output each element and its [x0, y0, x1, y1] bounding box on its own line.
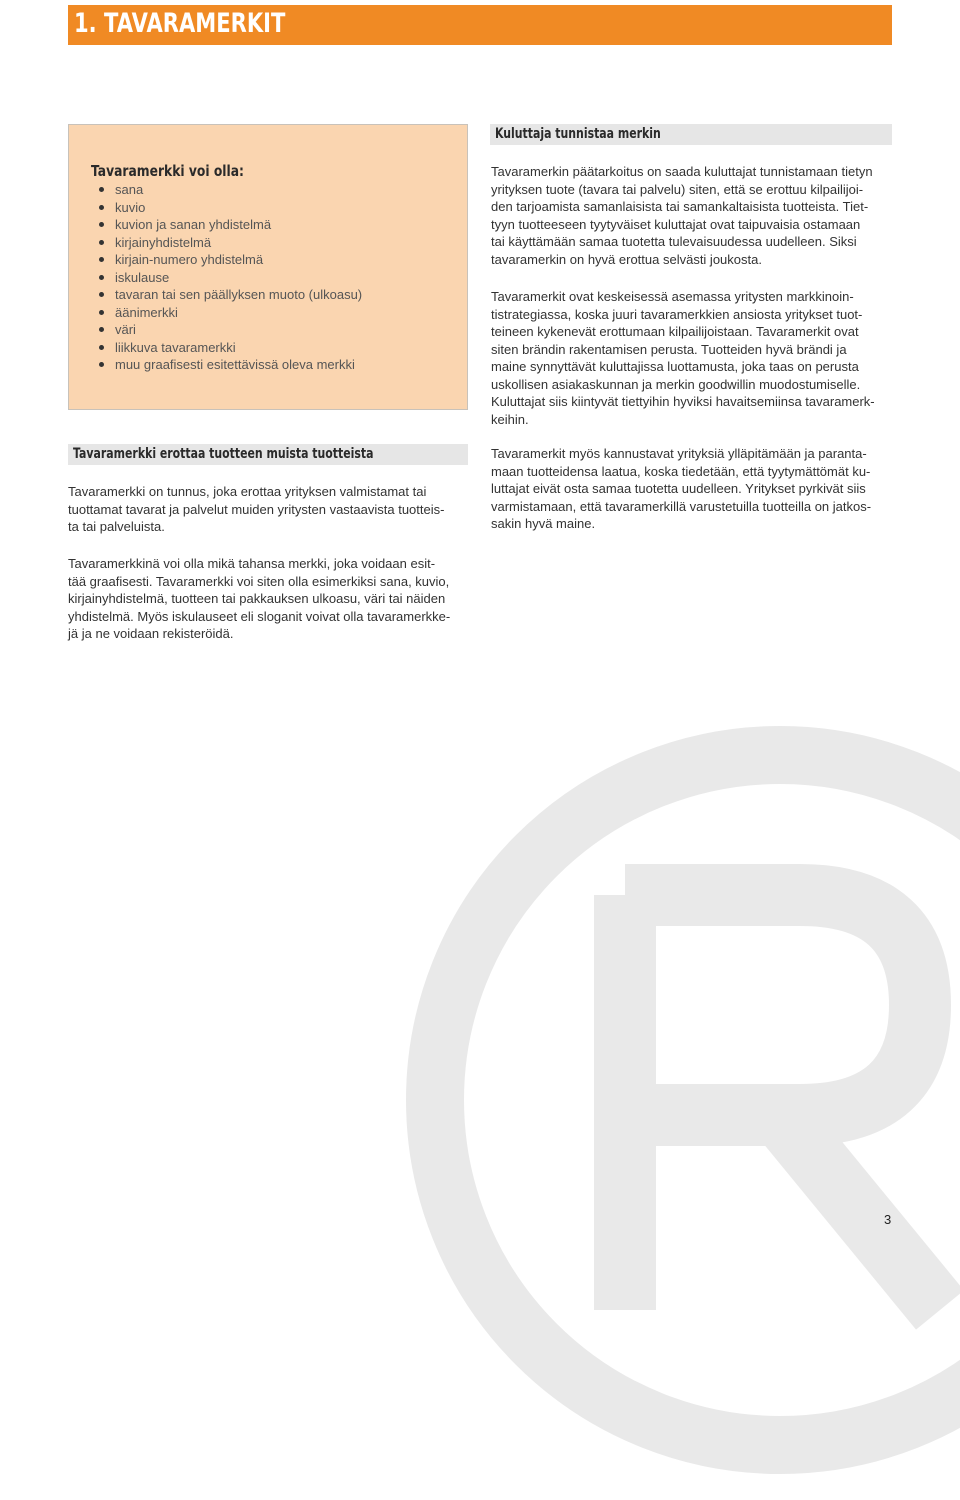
list-item	[91, 181, 362, 199]
chapter-title: 1. TAVARAMERKIT	[74, 8, 286, 39]
right-heading-text: Kuluttaja tunnistaa merkin	[495, 126, 661, 142]
bullet-icon	[99, 275, 104, 280]
list-item	[91, 356, 362, 374]
right-section-heading	[490, 124, 892, 145]
text-line: Tavaramerkit myös kannustavat yrityksiä ylläpitämään ja paranta-	[491, 446, 867, 461]
box-title: Tavaramerkki voi olla:	[91, 162, 244, 180]
left-heading-text: Tavaramerkki erottaa tuotteen muista tuotteista	[73, 446, 374, 462]
text-line: Tavaramerkin päätarkoitus on saada kuluttajat tunnistamaan tietyn	[491, 164, 873, 179]
text-line: ta tai palveluista.	[68, 519, 165, 534]
list-item	[91, 286, 362, 304]
trademark-types-box	[68, 124, 468, 410]
text-line: tavaramerkin on hyvä erottua selvästi joukosta.	[491, 251, 762, 267]
text-line: keihin.	[491, 411, 529, 427]
text-line: maan tuotteidensa laatua, koska tiedetään, että tyytymättömät ku-	[491, 463, 871, 479]
text-line: tää graafisesti. Tavaramerkki voi siten olla esimerkiksi sana, kuvio,	[68, 573, 450, 589]
text-line: Tavaramerkki on tunnus, joka erottaa yrityksen valmistamat tai	[68, 484, 427, 499]
text-line: jä ja ne voidaan rekisteröidä.	[68, 626, 234, 641]
list-item	[91, 216, 362, 234]
list-item	[91, 234, 362, 252]
left-paragraph-1	[68, 483, 470, 536]
trademark-types-list	[91, 181, 362, 374]
right-paragraph-3	[491, 445, 893, 533]
text-line: tistrategiassa, koska juuri tavaramerkkien ansiosta yritykset tuot-	[491, 306, 863, 322]
list-item-text: väri	[115, 322, 136, 337]
list-item-text: iskulause	[115, 269, 170, 285]
registered-trademark-icon	[380, 700, 960, 1500]
list-item	[91, 251, 362, 269]
text-line: siten brändin rakentamisen perusta. Tuotteiden hyvä brändi ja	[491, 341, 847, 357]
bullet-icon	[99, 222, 104, 227]
right-paragraph-2	[491, 288, 893, 428]
text-line: Tavaramerkkinä voi olla mikä tahansa merkki, joka voidaan esit-	[68, 556, 436, 571]
list-item-text: kuvio	[115, 199, 146, 215]
text-line: tyyn tuotteeseen tyytyväiset kuluttajat ovat taipuvaisia ostamaan	[491, 216, 861, 232]
bullet-icon	[99, 257, 104, 262]
text-line: tai käyttämään samaa tuotetta tulevaisuudessa uudelleen. Siksi	[491, 234, 857, 249]
bullet-icon	[99, 345, 104, 350]
text-line: Tavaramerkit ovat keskeisessä asemassa yritysten markkinoin-	[491, 289, 854, 304]
text-line: varmistamaan, että tavaramerkillä varustetuilla tuotteilla on jatkos-	[491, 498, 872, 514]
text-line: teineen kykenevät erottumaan kilpailijoistaan. Tavaramerkit ovat	[491, 324, 859, 339]
list-item	[91, 321, 362, 339]
bullet-icon	[99, 327, 104, 332]
text-line: sakin hyvä maine.	[491, 516, 596, 531]
list-item-text: äänimerkki	[115, 304, 178, 320]
text-line: Kuluttajat siis kiintyvät tiettyihin hyviksi havaitsemiinsa tavaramerk-	[491, 394, 875, 409]
bullet-icon	[99, 205, 104, 210]
list-item	[91, 269, 362, 287]
page-number: 3	[884, 1212, 892, 1227]
text-line: yhdistelmä. Myös iskulauseet eli sloganit voivat olla tavaramerkke-	[68, 608, 451, 624]
text-line: den tarjoamista samanlaisista tai samankaltaisista tuotteista. Tiet-	[491, 199, 869, 214]
list-item-text: kirjain-numero yhdistelmä	[115, 252, 264, 267]
bullet-icon	[99, 292, 104, 297]
bullet-icon	[99, 240, 104, 245]
text-line: luttajat eivät osta samaa tuotetta uudelleen. Yritykset pyrkivät siis	[491, 481, 866, 496]
text-line: yrityksen tuote (tavara tai palvelu) siten, että se erottuu kilpailijoi-	[491, 181, 864, 197]
chapter-header-bar	[68, 5, 892, 45]
bullet-icon	[99, 362, 104, 367]
list-item	[91, 199, 362, 217]
list-item-text: kirjainyhdistelmä	[115, 234, 212, 250]
list-item-text: liikkuva tavaramerkki	[115, 339, 236, 355]
text-line: kirjainyhdistelmä, tuotteen tai pakkauksen ulkoasu, väri tai näiden	[68, 591, 446, 606]
text-line: maine synnyttävät kuluttajissa luottamusta, joka taas on perusta	[491, 359, 859, 374]
right-paragraph-1	[491, 163, 893, 268]
left-section-heading	[68, 444, 468, 465]
list-item-text: tavaran tai sen päällyksen muoto (ulkoasu)	[115, 287, 363, 302]
list-item-text: muu graafisesti esitettävissä oleva merkki	[115, 357, 355, 372]
list-item-text: sana	[115, 182, 144, 197]
text-line: tuottamat tavarat ja palvelut muiden yritysten vastaavista tuotteis-	[68, 501, 445, 517]
bullet-icon	[99, 187, 104, 192]
list-item-text: kuvion ja sanan yhdistelmä	[115, 217, 272, 232]
left-paragraph-2	[68, 555, 470, 643]
list-item	[91, 304, 362, 322]
bullet-icon	[99, 310, 104, 315]
list-item	[91, 339, 362, 357]
text-line: uskollisen asiakaskunnan ja merkin goodwillin muodostumiselle.	[491, 376, 861, 392]
